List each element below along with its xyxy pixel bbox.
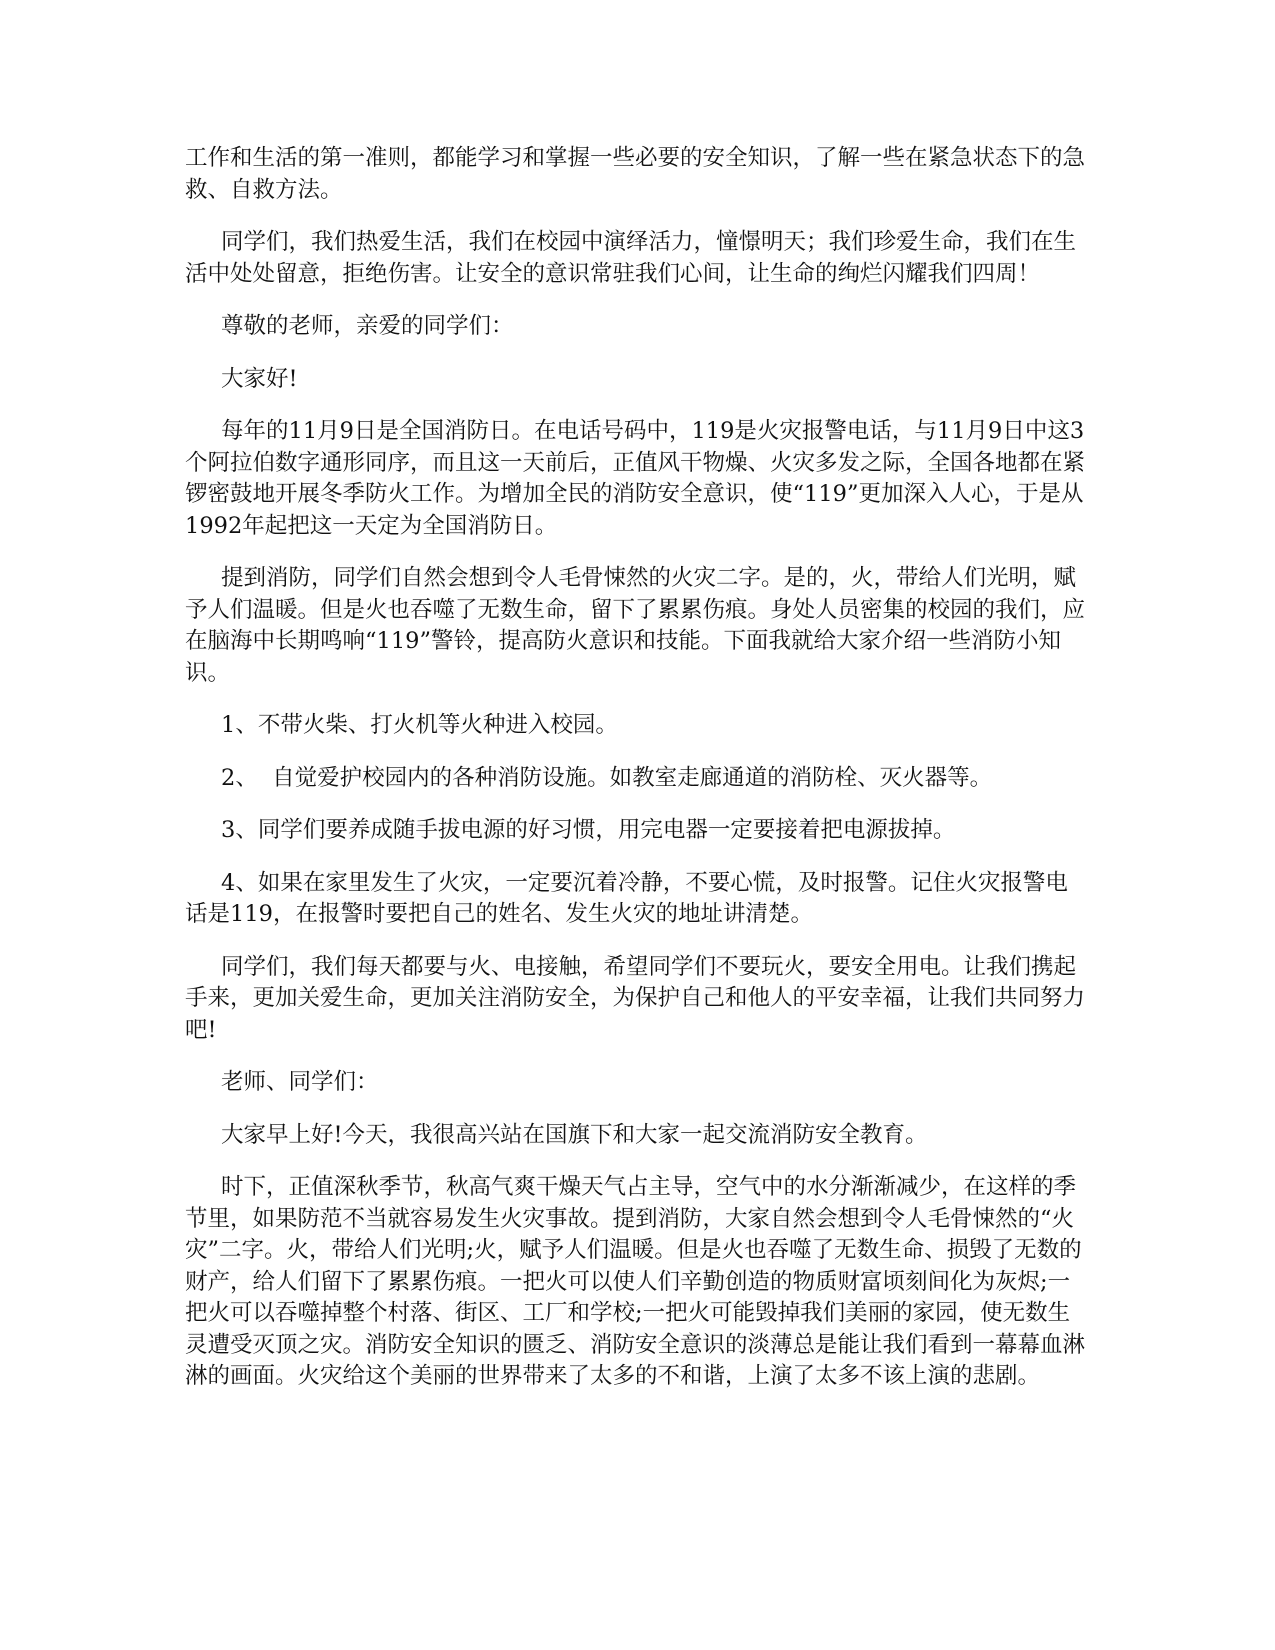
salutation: 尊敬的老师，亲爱的同学们： [221, 313, 514, 339]
list-item: 1、不带火柴、打火机等火种进入校园。 [221, 712, 618, 738]
paragraph: 同学们，我们每天都要与火、电接触，希望同学们不要玩火，要安全用电。让我们携起手来，更加关爱生命，更加关注消防安全，为保护自己和他人的平安幸福，让我们共同努力吧! [185, 953, 1086, 1043]
document-body [185, 143, 1085, 1414]
greeting: 大家好! [221, 365, 298, 392]
paragraph: 大家早上好!今天，我很高兴站在国旗下和大家一起交流消防安全教育。 [221, 1121, 928, 1148]
paragraph: 同学们，我们热爱生活，我们在校园中演绎活力，憧憬明天；我们珍爱生命，我们在生活中处处留意，拒绝伤害。让安全的意识常驻我们心间，让生命的绚烂闪耀我们四周！ [185, 229, 1077, 287]
list-item: 4、如果在家里发生了火灾，一定要沉着冷静，不要心慌，及时报警。记住火灾报警电话是119，在报警时要把自己的姓名、发生火灾的地址讲清楚。 [185, 869, 1068, 927]
paragraph: 工作和生活的第一准则，都能学习和掌握一些必要的安全知识，了解一些在紧急状态下的急救、自救方法。 [185, 145, 1086, 203]
paragraph: 时下，正值深秋季节，秋高气爽干燥天气占主导，空气中的水分渐渐减少，在这样的季节里，如果防范不当就容易发生火灾事故。提到消防，大家自然会想到令人毛骨悚然的“火灾”二字。火，带给人们光明;火，赋予人们温暖。但是火也吞噬了无数生命、损毁了无数的财产，给人们留下了累累伤痕。一把火可以使人们辛勤创造的物质财富顷刻间化为灰烬;一把火可以吞噬掉整个村落、街区、工厂和学校;一把火可能毁掉我们美丽的家园，使无数生灵遭受灭顶之灾。消防安全知识的匮乏、消防安全意识的淡薄总是能让我们看到一幕幕血淋淋的画面。火灾给这个美丽的世界带来了太多的不和谐，上演了太多不该上演的悲剧。 [185, 1174, 1086, 1389]
salutation: 老师、同学们： [221, 1069, 379, 1095]
paragraph: 每年的11月9日是全国消防日。在电话号码中，119是火灾报警电话，与11月9日中这3个阿拉伯数字通形同序，而且这一天前后，正值风干物燥、火灾多发之际，全国各地都在紧锣密鼓地开展冬季防火工作。为增加全民的消防安全意识，使“119”更加深入人心，于是从1992年起把这一天定为全国消防日。 [185, 418, 1086, 539]
list-item: 2、 自觉爱护校园内的各种消防设施。如教室走廊通道的消防栓、灭火器等。 [221, 764, 993, 791]
paragraph: 提到消防，同学们自然会想到令人毛骨悚然的火灾二字。是的，火，带给人们光明，赋予人们温暖。但是火也吞噬了无数生命，留下了累累伤痕。身处人员密集的校园的我们，应在脑海中长期鸣响“119”警铃，提高防火意识和技能。下面我就给大家介绍一些消防小知识。 [185, 565, 1086, 686]
list-item: 3、同学们要养成随手拔电源的好习惯，用完电器一定要接着把电源拔掉。 [221, 817, 956, 843]
